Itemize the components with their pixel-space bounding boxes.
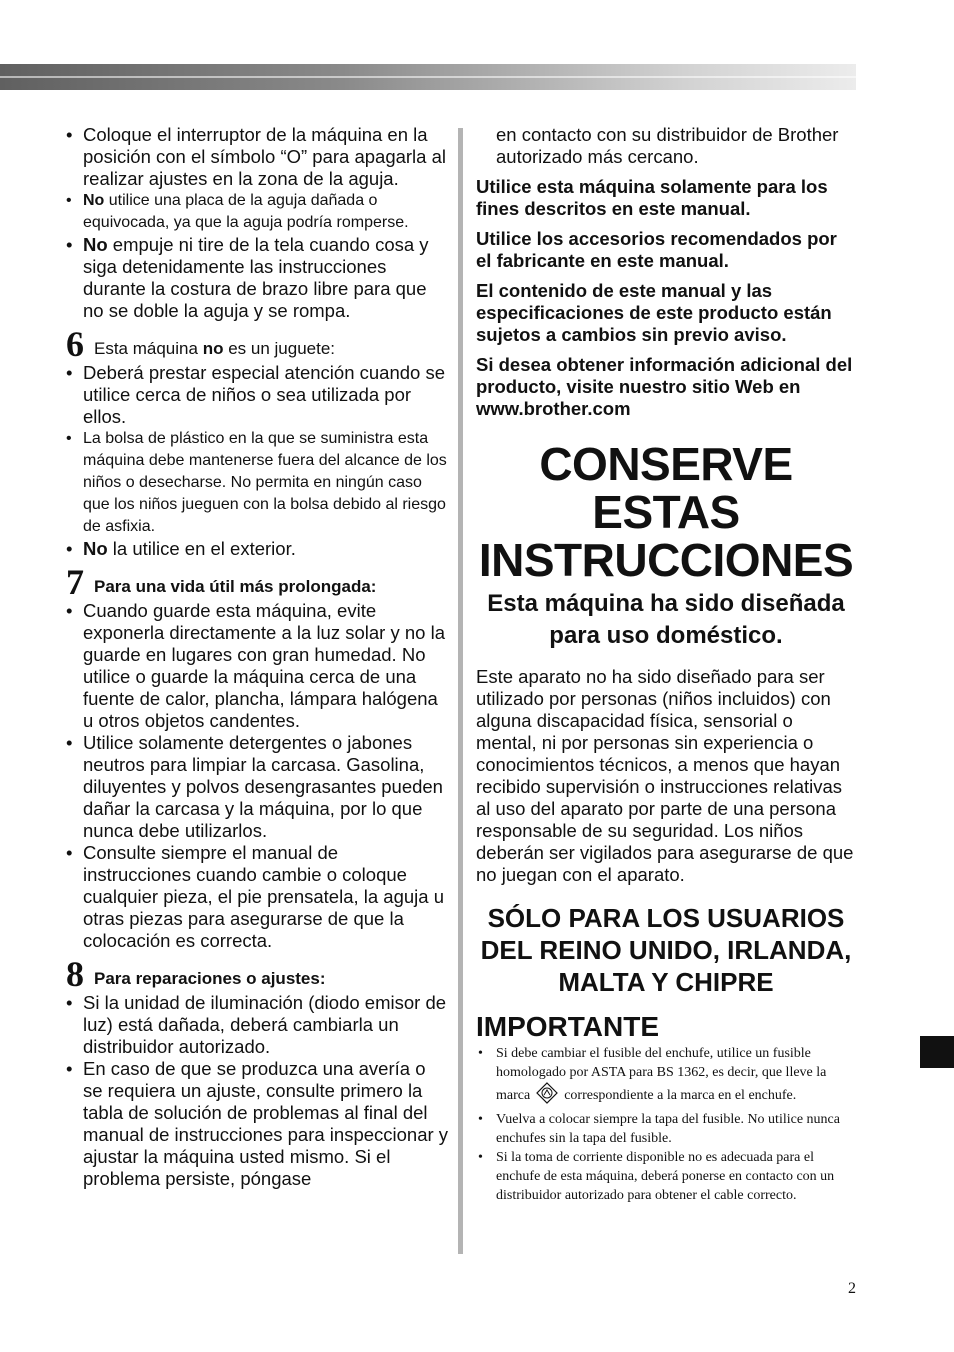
section-title: Esta máquina no es un juguete: bbox=[94, 339, 335, 358]
page-number: 2 bbox=[848, 1280, 856, 1297]
section-number: 8 bbox=[66, 954, 84, 994]
left-column bbox=[66, 124, 450, 1190]
list-item: • Consulte siempre el manual de instrucciones cuando cambie o coloque cualquier pieza, el pie prensatela, la aguja u otras piezas para asegurarse de que la colocación es correcta. bbox=[66, 842, 450, 952]
list-item: • Utilice solamente detergentes o jabones neutros para limpiar la carcasa. Gasolina, diluyentes y polvos desengrasantes pueden dañar la carcasa y la máquina, por lo que nunca debe utilizarlos. bbox=[66, 732, 450, 842]
body-paragraph: Este aparato no ha sido diseñado para ser utilizado por personas (niños incluidos) con alguna discapacidad física, sensorial o mental, ni por personas sin experiencia o conocimientos técnicos, a menos que hayan recibido supervisión o instrucciones relativas al uso del aparato por parte de una persona responsable de su seguridad. Los niños deberán ser vigilados para asegurarse de que no juegan con el aparato. bbox=[476, 666, 854, 885]
section-number: 6 bbox=[66, 324, 84, 364]
section-heading-8 bbox=[66, 956, 450, 992]
continued-text: en contacto con su distribuidor de Brother autorizado más cercano. bbox=[496, 124, 839, 167]
section-title: Para una vida útil más prolongada: bbox=[94, 577, 377, 596]
sub-heading: Esta máquina ha sido diseñada para uso doméstico. bbox=[487, 590, 845, 649]
bold-paragraph: El contenido de este manual y las especificaciones de este producto están sujetos a cambios sin previo aviso. bbox=[476, 280, 832, 345]
list-item: • No empuje ni tire de la tela cuando cosa y siga detenidamente las instrucciones durante la costura de brazo libre para que no se doble la aguja y se rompa. bbox=[66, 234, 450, 322]
list-item: • En caso de que se produzca una avería o se requiera un ajuste, consulte primero la tabla de solución de problemas al final del manual de instrucciones para inspeccionar y ajustar la máquina usted mismo. Si el problema persiste, póngase bbox=[66, 1058, 450, 1190]
list-item: • No la utilice en el exterior. bbox=[66, 538, 450, 560]
bold-paragraph: Utilice esta máquina solamente para los fines descritos en este manual. bbox=[476, 176, 828, 219]
column-divider bbox=[458, 128, 463, 1254]
right-column bbox=[476, 124, 856, 1205]
list-item: • Coloque el interruptor de la máquina en la posición con el símbolo “O” para apagarla al realizar ajustes en la zona de la aguja. bbox=[66, 124, 450, 190]
list-item: • Si la toma de corriente disponible no es adecuada para el enchufe de esta máquina, deberá ponerse en contacto con un distribuidor autorizado para obtener el cable correcto. bbox=[476, 1148, 856, 1205]
list-item: • Deberá prestar especial atención cuando se utilice cerca de niños o sea utilizada por ellos. bbox=[66, 362, 450, 428]
region-heading: SÓLO PARA LOS USUARIOS DEL REINO UNIDO, IRLANDA, MALTA Y CHIPRE bbox=[480, 903, 852, 997]
list-item: • Vuelva a colocar siempre la tapa del fusible. No utilice nunca enchufes sin la tapa del fusible. bbox=[476, 1110, 856, 1148]
list-item: • Si la unidad de iluminación (diodo emisor de luz) está dañada, deberá cambiarla un distribuidor autorizado. bbox=[66, 992, 450, 1058]
list-item: • Si debe cambiar el fusible del enchufe, utilice un fusible homologado por ASTA para BS 1362, es decir, que lleve la marca correspondiente a la marca en el enchufe. bbox=[476, 1044, 856, 1110]
main-heading: CONSERVE ESTAS INSTRUCCIONES bbox=[478, 438, 854, 586]
section-tab bbox=[920, 1036, 954, 1068]
section-title: Para reparaciones o ajustes: bbox=[94, 969, 326, 988]
section-heading-6 bbox=[66, 326, 450, 362]
bold-paragraph: Si desea obtener información adicional del producto, visite nuestro sitio Web en www.brother.com bbox=[476, 354, 853, 419]
section-number: 7 bbox=[66, 562, 84, 602]
list-item: • La bolsa de plástico en la que se suministra esta máquina debe mantenerse fuera del alcance de los niños o desecharse. No permita en ningún caso que los niños jueguen con la bolsa debido al riesgo de asfixia. bbox=[66, 428, 450, 538]
list-item: • Cuando guarde esta máquina, evite exponerla directamente a la luz solar y no la guarde en lugares con gran humedad. No utilice o guarde la máquina cerca de una fuente de calor, plancha, lámpara halógena u otros objetos candentes. bbox=[66, 600, 450, 732]
section-heading-7 bbox=[66, 564, 450, 600]
list-item: • No utilice una placa de la aguja dañada o equivocada, ya que la aguja podría romperse. bbox=[66, 190, 450, 234]
bold-paragraph: Utilice los accesorios recomendados por el fabricante en este manual. bbox=[476, 228, 837, 271]
header-bar-highlight bbox=[0, 76, 856, 78]
important-heading: IMPORTANTE bbox=[476, 1011, 660, 1042]
asta-mark-icon bbox=[536, 1082, 558, 1110]
